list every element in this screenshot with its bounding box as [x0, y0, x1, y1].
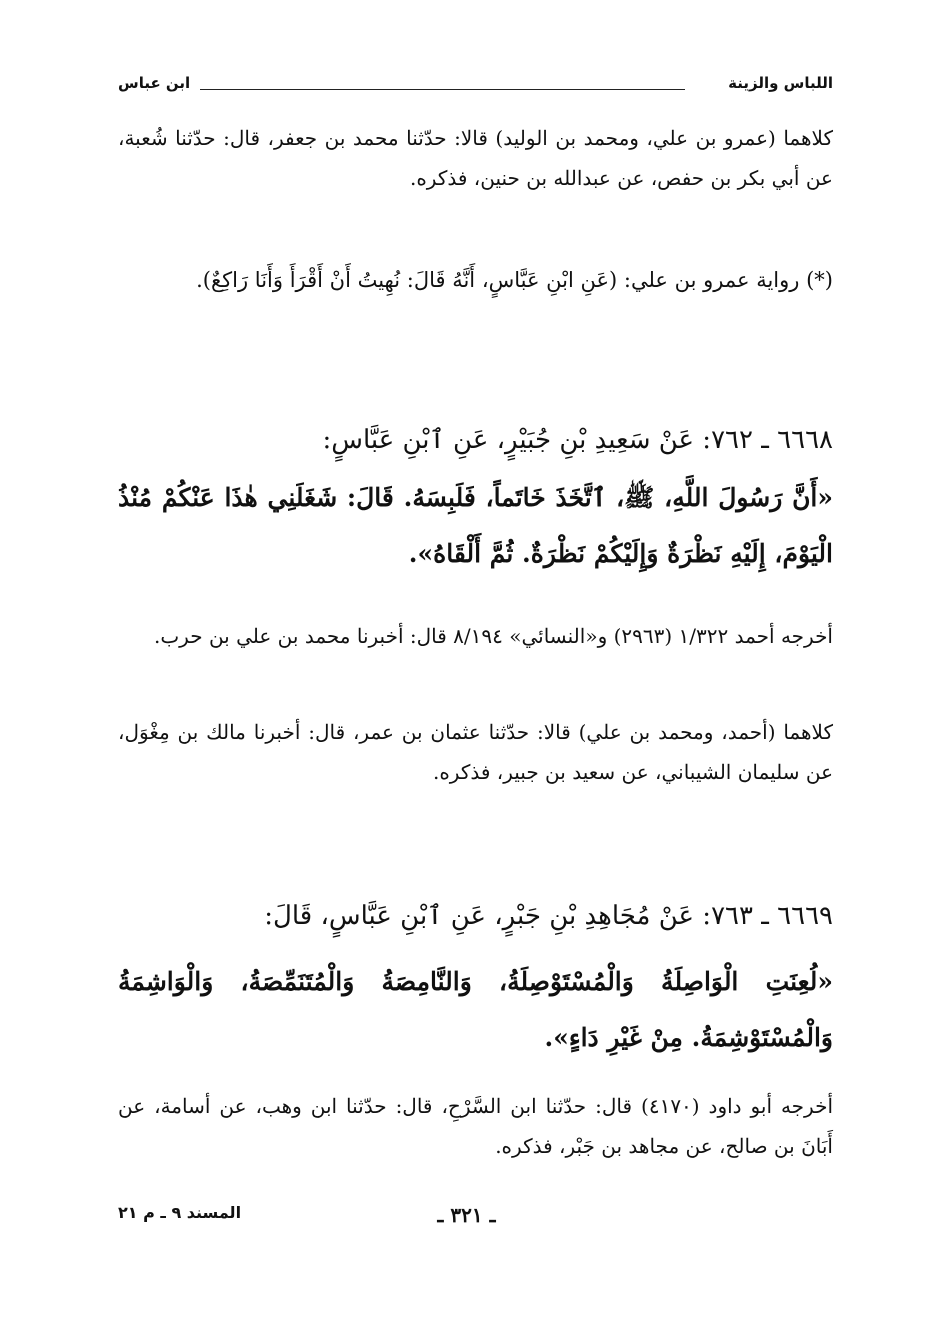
- hadith-text-6668: [118, 470, 833, 582]
- paragraph-text: كلاهما (أحمد، ومحمد بن علي) قالا: حدّثنا عثمان بن عمر، قال: أخبرنا مالك بن مِغْوَل، عن سليمان الشيباني، عن سعيد بن جبير، فذكره.: [118, 720, 833, 784]
- paragraph-chain-1: [118, 118, 833, 198]
- header-rule: [200, 89, 685, 90]
- footer-signature: المسند ٩ ـ م ٢١: [118, 1203, 242, 1222]
- page-number: ـ ٣٢١ ـ: [437, 1203, 496, 1227]
- running-header: [118, 70, 833, 98]
- hadith-text-6669: [118, 954, 833, 1066]
- takhrij-6668: [118, 616, 833, 656]
- hadith-heading: ٦٦٦٨ ـ ٧٦٢: عَنْ سَعِيدِ بْنِ جُبَيْرٍ، عَنِ ٱبْنِ عَبَّاسٍ:: [322, 425, 833, 455]
- paragraph-text: (*) رواية عمرو بن علي: (عَنِ ابْنِ عَبَّاسٍ، أَنَّهُ قَالَ: نُهِيتُ أَنْ أَقْرَأَ وَأَنَا رَاكِعٌ).: [196, 268, 833, 292]
- hadith-heading-6668: [118, 414, 833, 466]
- header-title: اللباس والزينة: [728, 74, 833, 92]
- hadith-text: «لُعِنَتِ الْوَاصِلَةُ وَالْمُسْتَوْصِلَةُ، وَالنَّامِصَةُ وَالْمُتَنَمِّصَةُ، وَالْوَاشِمَةُ وَالْمُسْتَوْشِمَةُ. مِنْ غَيْرِ دَاءٍ».: [118, 967, 833, 1052]
- hadith-text: «أَنَّ رَسُولَ اللَّهِ، ﷺ، ٱتَّخَذَ خَاتَماً، فَلَبِسَهُ. قَالَ: شَغَلَنِي هٰذَا عَنْكُمْ مُنْذُ الْيَوْمَ، إِلَيْهِ نَظْرَةٌ وَإِلَيْكُمْ نَظْرَةٌ. ثُمَّ أَلْقَاهُ».: [118, 483, 833, 568]
- paragraph-text: كلاهما (عمرو بن علي، ومحمد بن الوليد) قالا: حدّثنا محمد بن جعفر، قال: حدّثنا شُعبة، عن أبي بكر بن حفص، عن عبدالله بن حنين، فذكره.: [118, 126, 833, 190]
- takhrij-6669: [118, 1086, 833, 1166]
- header-subtitle: ابن عباس: [118, 74, 191, 92]
- hadith-heading: ٦٦٦٩ ـ ٧٦٣: عَنْ مُجَاهِدِ بْنِ جَبْرٍ، عَنِ ٱبْنِ عَبَّاسٍ، قَالَ:: [264, 901, 833, 931]
- chain-6668: [118, 712, 833, 792]
- paragraph-note: [118, 254, 833, 306]
- paragraph-text: أخرجه أحمد ١/٣٢٢ (٢٩٦٣) و«النسائي» ٨/١٩٤ قال: أخبرنا محمد بن علي بن حرب.: [154, 624, 833, 648]
- hadith-heading-6669: [118, 890, 833, 942]
- paragraph-text: أخرجه أبو داود (٤١٧٠) قال: حدّثنا ابن السَّرْحِ، قال: حدّثنا ابن وهب، عن أسامة، عن أَبَانَ بن صالح، عن مجاهد بن جَبْر، فذكره.: [118, 1094, 833, 1158]
